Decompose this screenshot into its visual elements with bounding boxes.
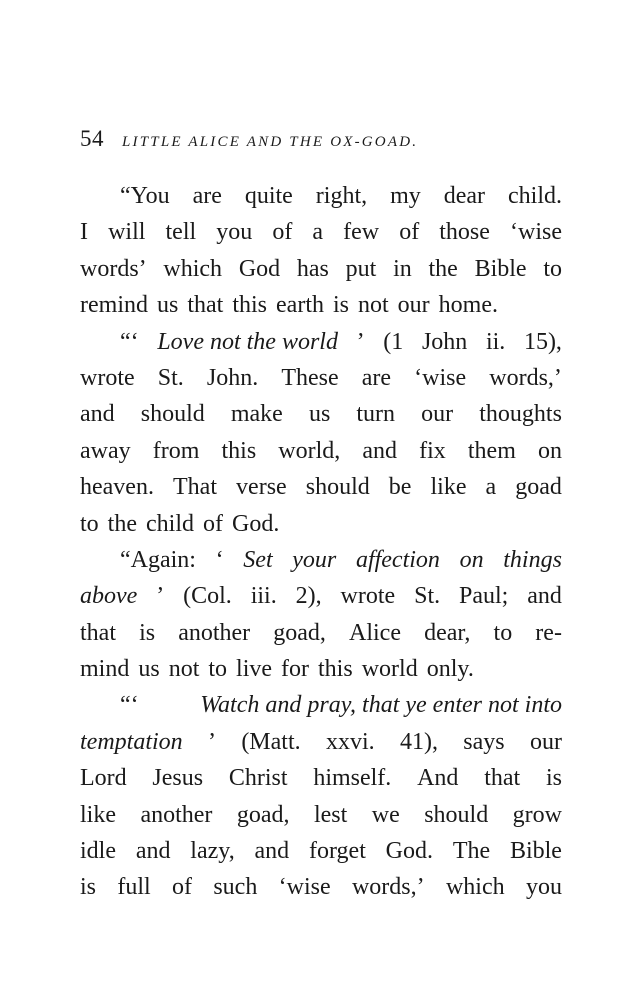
word: make [230, 401, 283, 428]
text-line [80, 687, 562, 723]
word: from [152, 437, 200, 464]
word: to [543, 255, 562, 282]
word: The [452, 838, 491, 865]
word: will [108, 219, 146, 246]
word: lazy, [190, 838, 235, 865]
word: himself. [313, 765, 392, 792]
body-text [80, 178, 562, 906]
word: should [305, 474, 370, 501]
word: words’ [80, 255, 147, 282]
word: words,’ [351, 874, 425, 901]
word: be [388, 474, 412, 501]
text-line [80, 724, 562, 760]
word: Lord [80, 765, 127, 792]
running-head [80, 126, 562, 162]
word: “‘ [120, 328, 139, 355]
word: for [281, 656, 310, 683]
word: is [545, 765, 562, 792]
word: verse [236, 474, 287, 501]
italic-word: things [503, 546, 562, 573]
word: has [296, 255, 329, 282]
word: ’ [207, 728, 216, 755]
italic-word: on [459, 546, 484, 573]
word: of [272, 219, 293, 246]
word: St. [157, 364, 184, 391]
text-line [80, 360, 562, 396]
word: like [80, 801, 116, 828]
word: few [343, 219, 380, 246]
word: Jesus [152, 765, 204, 792]
word: mind [80, 656, 130, 683]
word: Alice [349, 619, 401, 646]
word: dear, [424, 619, 471, 646]
word: another [178, 619, 251, 646]
word: re- [535, 619, 562, 646]
word: idle [80, 838, 116, 865]
text-line [80, 287, 562, 323]
text-line [80, 469, 562, 505]
word: that [80, 619, 116, 646]
word: child [146, 510, 194, 537]
word: a [485, 474, 497, 501]
word: us [156, 292, 179, 319]
word: us [308, 401, 331, 428]
word: only. [426, 656, 474, 683]
word: goad [515, 474, 562, 501]
word: full [117, 874, 151, 901]
text-line [80, 251, 562, 287]
word: right, [315, 183, 368, 209]
word: put [345, 255, 377, 282]
word: xxvi. [325, 728, 375, 755]
word: ii. [485, 328, 506, 355]
word: this [232, 292, 268, 319]
word: you [525, 874, 562, 901]
word: 41), [399, 728, 438, 755]
word: not [168, 656, 200, 683]
word: which [445, 874, 505, 901]
word: and [527, 583, 562, 610]
italic-word: Love not the world [157, 328, 338, 355]
word: like [430, 474, 467, 501]
text-line [80, 433, 562, 469]
word: the [107, 510, 137, 537]
word: wrote [340, 583, 396, 610]
italic-word: your [292, 546, 337, 573]
word: (Col. [183, 583, 232, 610]
word: we [371, 801, 400, 828]
word: “You [120, 183, 170, 209]
word: tell [165, 219, 197, 246]
word: not [358, 292, 389, 319]
word: of [399, 219, 420, 246]
word: John [421, 328, 468, 355]
word: earth [276, 292, 324, 319]
word: is [139, 619, 156, 646]
text-line [80, 651, 562, 687]
word: and [254, 838, 290, 865]
word: Bible [509, 838, 562, 865]
word: is [332, 292, 349, 319]
word: “‘ [120, 692, 139, 719]
word: ‘wise [414, 364, 467, 391]
word: away [80, 437, 131, 464]
word: of [172, 874, 192, 901]
word: which [163, 255, 223, 282]
word: a [312, 219, 324, 246]
word: turn [356, 401, 396, 428]
word: us [138, 656, 160, 683]
word: thoughts [479, 401, 562, 428]
word: is [80, 874, 97, 901]
text-line [80, 833, 562, 869]
text-line [80, 506, 562, 542]
word: of [203, 510, 223, 537]
text-line [80, 797, 562, 833]
italic-word: Set [243, 546, 273, 573]
word: my [390, 183, 421, 209]
word: should [140, 401, 205, 428]
word: lest [313, 801, 348, 828]
text-line [80, 214, 562, 250]
text-line [80, 615, 562, 651]
word: St. [414, 583, 441, 610]
word: ‘wise [510, 219, 562, 246]
word: this [221, 437, 257, 464]
text-line [80, 542, 562, 578]
word: and [80, 401, 115, 428]
word: world [361, 656, 418, 683]
word: our [421, 401, 454, 428]
word: that [484, 765, 521, 792]
word: such [213, 874, 258, 901]
word: live [236, 656, 273, 683]
word: That [173, 474, 217, 501]
word: are [192, 183, 222, 209]
word: ’ [356, 328, 365, 355]
word: forget [308, 838, 366, 865]
text-line [80, 869, 562, 905]
running-title: LITTLE ALICE AND THE OX-GOAD. [122, 134, 419, 150]
word: Christ [228, 765, 288, 792]
word: iii. [250, 583, 277, 610]
word: goad, [273, 619, 326, 646]
word: our [529, 728, 562, 755]
page-number: 54 [80, 126, 104, 151]
word: those [439, 219, 490, 246]
word: “Again: [120, 546, 196, 573]
text-line [80, 396, 562, 432]
word: God. [232, 510, 280, 537]
word: quite [244, 183, 293, 209]
word: 2), [295, 583, 322, 610]
text-line [80, 178, 562, 214]
word: fix [419, 437, 446, 464]
word: And [417, 765, 459, 792]
text-line [80, 324, 562, 360]
word: Bible [474, 255, 527, 282]
word: in [393, 255, 412, 282]
word: are [361, 364, 392, 391]
word: should [424, 801, 489, 828]
word: another [140, 801, 213, 828]
word: you [216, 219, 253, 246]
word: heaven. [80, 474, 154, 501]
italic-word: affection [355, 546, 440, 573]
word: world, [278, 437, 341, 464]
word: grow [512, 801, 562, 828]
word: them [467, 437, 516, 464]
text-line [80, 578, 562, 614]
word: that [187, 292, 224, 319]
word: to [493, 619, 513, 646]
italic-word: Watch and pray, that ye enter not into [200, 692, 562, 719]
word: John. [206, 364, 259, 391]
word: to [208, 656, 228, 683]
word: Paul; [459, 583, 509, 610]
word: home. [438, 292, 498, 319]
word: and [362, 437, 398, 464]
word: remind [80, 292, 148, 319]
word: child. [508, 183, 562, 209]
word: words,’ [489, 364, 562, 391]
word: dear [443, 183, 486, 209]
word: ‘ [215, 546, 224, 573]
word: this [318, 656, 353, 683]
word: (Matt. [241, 728, 301, 755]
word: (1 [383, 328, 404, 355]
word: the [428, 255, 458, 282]
word: says [463, 728, 505, 755]
word: on [537, 437, 562, 464]
italic-word: above [80, 583, 138, 610]
word: our [397, 292, 430, 319]
word: These [281, 364, 339, 391]
word: 15), [523, 328, 562, 355]
word: and [135, 838, 171, 865]
italic-word: temptation [80, 728, 183, 755]
word: I [80, 219, 88, 246]
word: God. [385, 838, 434, 865]
text-line [80, 760, 562, 796]
word: ’ [156, 583, 165, 610]
word: wrote [80, 364, 135, 391]
word: God [238, 255, 281, 282]
word: goad, [236, 801, 290, 828]
word: ‘wise [278, 874, 331, 901]
book-page [80, 126, 562, 906]
word: to [80, 510, 99, 537]
